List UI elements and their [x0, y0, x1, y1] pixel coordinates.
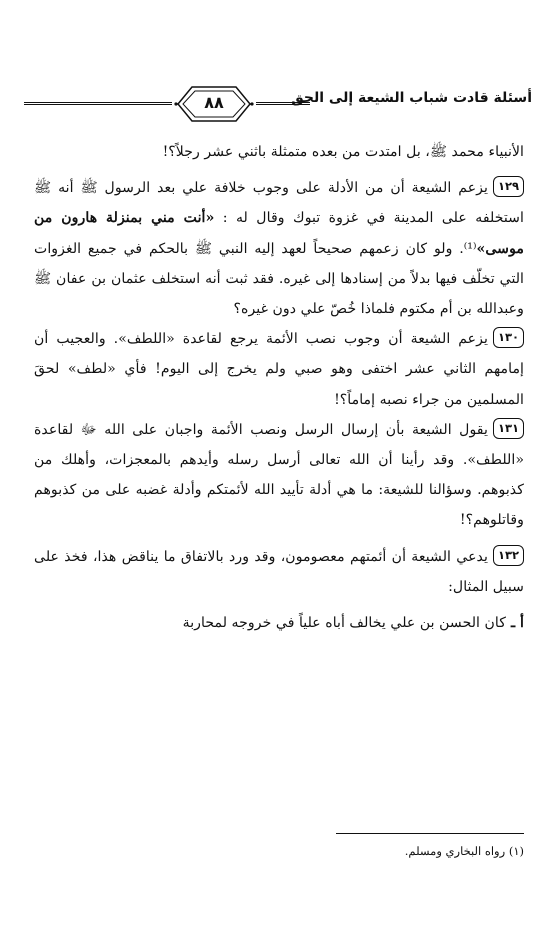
bold-text: أ ـ	[506, 615, 524, 632]
paragraph-text: يدعي الشيعة أن أئمتهم معصومون، وقد ورد بالاتفاق ما يناقض هذا، فخذ على سبيل المثال:	[34, 548, 524, 595]
text-paragraph	[34, 137, 524, 167]
page-header	[24, 84, 532, 124]
question-paragraph	[34, 324, 524, 415]
question-paragraph	[34, 415, 524, 536]
question-paragraph	[34, 173, 524, 324]
paragraph-text: يزعم الشيعة أن من الأدلة على وجوب خلافة علي بعد الرسول ﷺ أنه ﷺ استخلفه على المدينة في غزوة تبوك وقال له :	[34, 180, 524, 227]
page-number: ٨٨	[204, 93, 224, 112]
paragraph-text: ⁽¹⁾. ولو كان زعمهم صحيحاً لعهد إليه النبي ﷺ بالحكم في جميع الغزوات التي تخلّف فيها بدلاً من إسنادها إلى غيره. فقد ثبت أنه استخلف عثمان بن عفان ﷺ وعبدالله بن أم مكتوم فلماذا خُصّ علي دون غيره؟	[34, 240, 524, 318]
text-paragraph	[34, 608, 524, 638]
question-number-badge: ١٢٩	[493, 176, 524, 197]
body-text	[34, 137, 524, 638]
running-title: أسئلة قادت شباب الشيعة إلى الحق	[291, 90, 532, 106]
header-rule-left	[24, 102, 172, 105]
footnote: (١) رواه البخاري ومسلم.	[404, 844, 524, 858]
question-number-badge: ١٣١	[493, 418, 524, 439]
paragraph-text: الأنبياء محمد ﷺ، بل امتدت من بعده متمثلة باثني عشر رجلاً؟!	[162, 144, 524, 160]
footnote-divider	[336, 833, 524, 834]
question-number-badge: ١٣٠	[493, 327, 524, 348]
paragraph-text: يقول الشيعة بأن إرسال الرسل ونصب الأئمة واجبان على الله ﷻ لقاعدة «اللطف». وقد رأينا أن الله تعالى أرسل رسله وأيدهم بالمعجزات، وأهلك من كذبوهم. وسؤالنا للشيعة: ما هي أدلة تأييد الله لأئمتكم وأدلة غضبه على من كذبوهم وقاتلوهم؟!	[34, 421, 524, 529]
bold-text: «أنت مني بمنزلة هارون من موسى»	[34, 210, 524, 257]
paragraph-text: كان الحسن بن علي يخالف أباه علياً في خروجه لمحاربة	[182, 615, 507, 632]
question-number-badge: ١٣٢	[493, 545, 524, 566]
page-number-badge	[174, 84, 254, 124]
paragraph-text: يزعم الشيعة أن وجوب نصب الأئمة يرجع لقاعدة «اللطف». والعجيب أن إمامهم الثاني عشر اختفى وهو صبي ولم يخرج إلى اليوم! فأي «لطف» لحقَ المسلمين من جراء نصبه إماماً؟!	[34, 331, 524, 408]
question-paragraph	[34, 542, 524, 602]
